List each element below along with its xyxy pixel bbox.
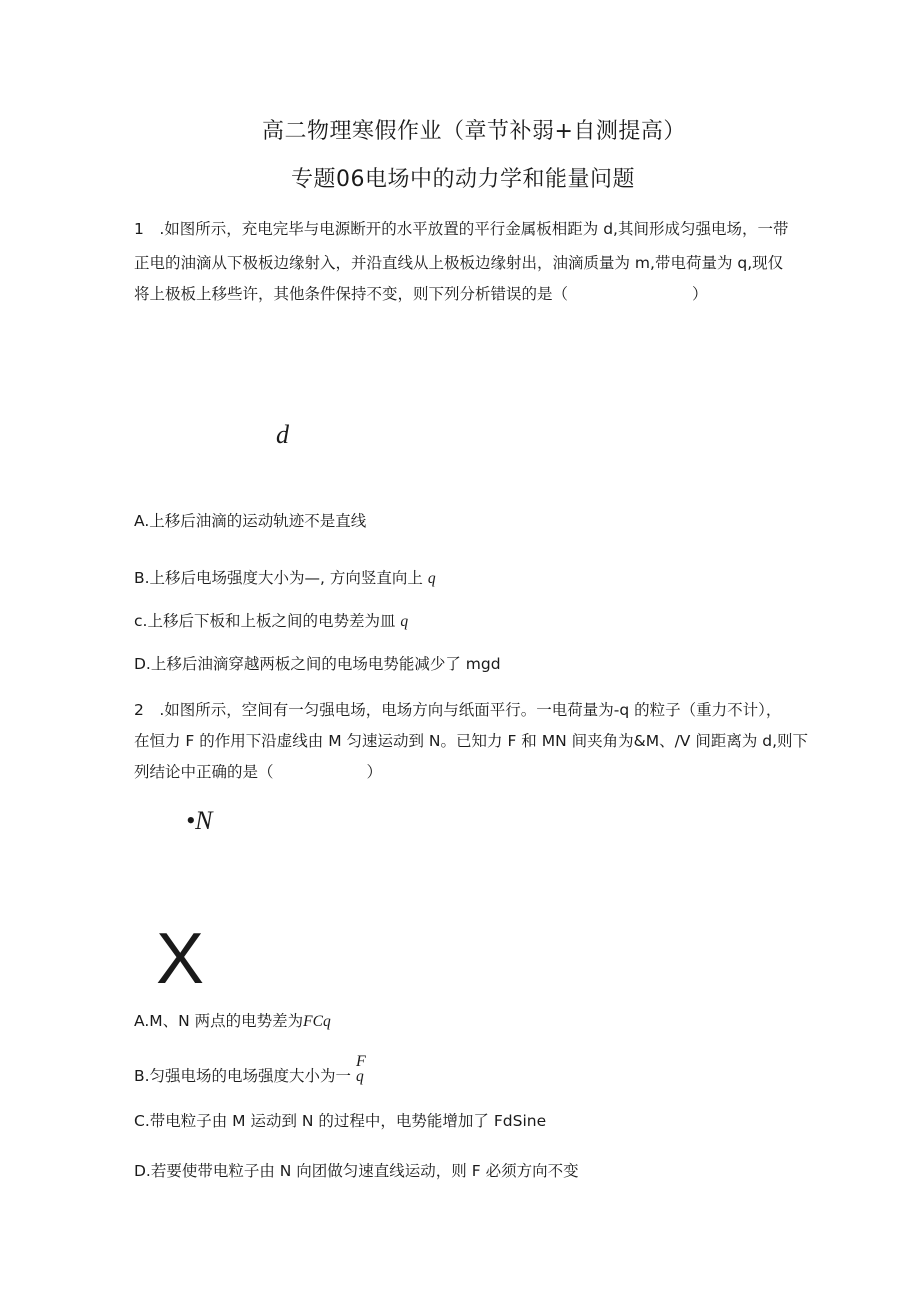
q1-option-a: A.上移后油滴的运动轨迹不是直线 bbox=[134, 512, 367, 530]
q1-stem-line-2: 正电的油滴从下极板边缘射入，并沿直线从上极板边缘射出，油滴质量为 m,带电荷量为 q,现仅 bbox=[134, 254, 784, 272]
q2-figure-cross-mark: X bbox=[156, 919, 205, 999]
q1-option-d: D.上移后油滴穿越两板之间的电场电势能减少了 mgd bbox=[134, 655, 501, 673]
q2-option-b-numerator: F bbox=[356, 1053, 366, 1070]
q1-option-b bbox=[134, 571, 436, 587]
q2-stem-line-3: 列结论中正确的是（ ） bbox=[134, 763, 383, 781]
q2-option-a-formula: FCq bbox=[303, 1013, 331, 1030]
q1-stem-line-1: 1 .如图所示，充电完毕与电源断开的水平放置的平行金属板相距为 d,其间形成匀强电场，一带 bbox=[134, 220, 789, 238]
topic-title: 专题06电场中的动力学和能量问题 bbox=[291, 167, 635, 192]
q1-stem-line-3: 将上极板上移些许，其他条件保持不变，则下列分析错误的是（ ） bbox=[134, 285, 708, 303]
q2-stem-line-2: 在恒力 F 的作用下沿虚线由 M 匀速运动到 N。已知力 F 和 MN 间夹角为&M、/V 间距离为 d,则下 bbox=[134, 732, 809, 750]
q1-option-c bbox=[134, 614, 408, 630]
q2-option-c: C.带电粒子由 M 运动到 N 的过程中，电势能增加了 FdSine bbox=[134, 1112, 547, 1130]
q2-figure-point-n: •N bbox=[186, 806, 213, 835]
q1-option-c-symbol: q bbox=[400, 613, 409, 630]
q2-stem-line-1: 2 .如图所示，空间有一匀强电场，电场方向与纸面平行。一电荷量为-q 的粒子（重力不计）， bbox=[134, 701, 782, 719]
q2-option-d: D.若要使带电粒子由 N 向团做匀速直线运动，则 F 必须方向不变 bbox=[134, 1162, 579, 1180]
q1-option-b-text: B.上移后电场强度大小为—, 方向竖直向上 bbox=[134, 569, 423, 587]
q1-option-b-symbol: q bbox=[427, 570, 436, 587]
q2-option-b-text: B.匀强电场的电场强度大小为一 bbox=[134, 1067, 352, 1085]
document-title: 高二物理寒假作业（章节补弱+自测提高） bbox=[262, 119, 686, 144]
q2-option-a bbox=[134, 1014, 331, 1030]
q1-figure-label-d: d bbox=[276, 420, 289, 449]
q2-option-b bbox=[134, 1069, 364, 1085]
q2-option-a-text: A.M、N 两点的电势差为 bbox=[134, 1012, 304, 1030]
q1-option-c-text: c.上移后下板和上板之间的电势差为皿 bbox=[134, 612, 396, 630]
q2-option-b-denominator: q bbox=[356, 1068, 364, 1085]
